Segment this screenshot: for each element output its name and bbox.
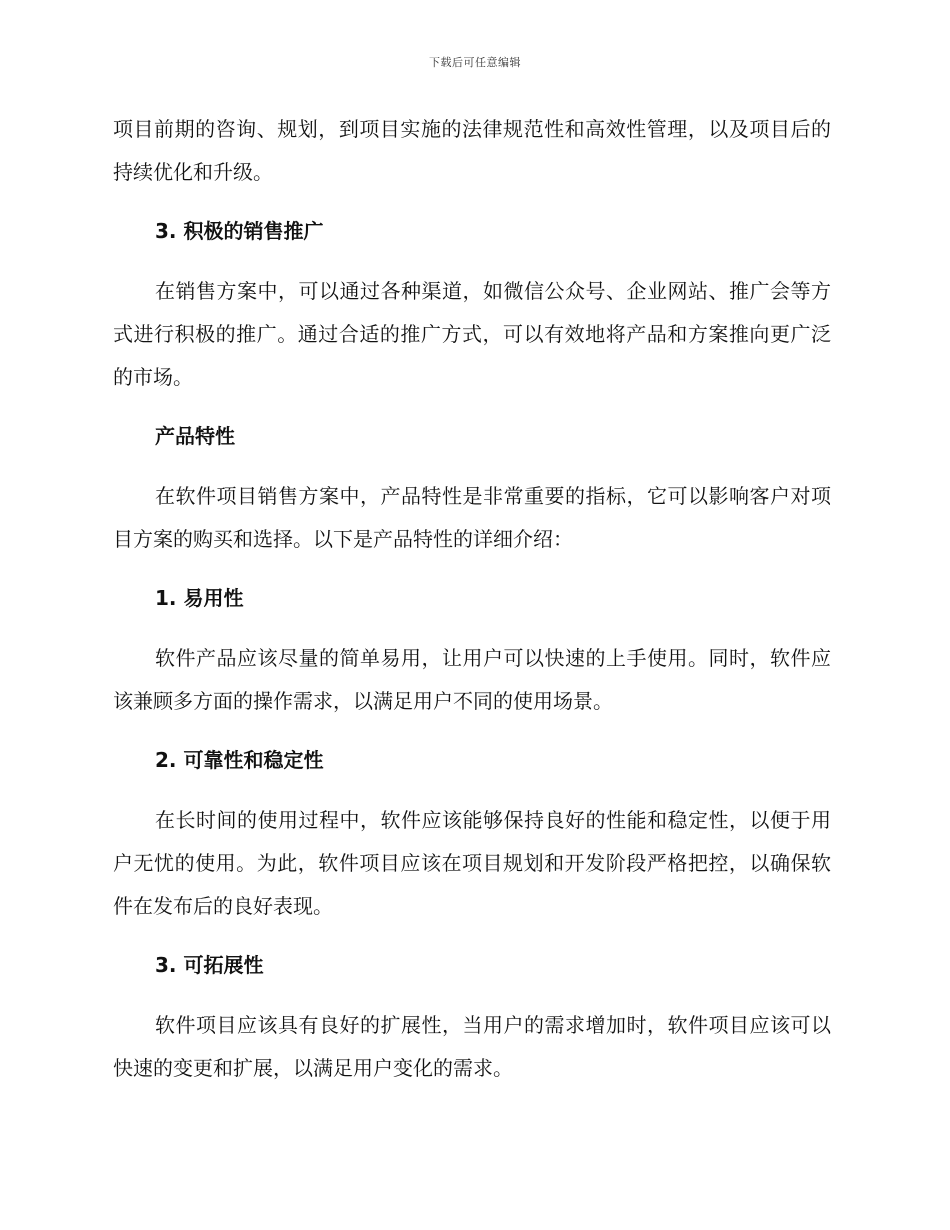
heading-ease-of-use: 1. 易用性 (155, 586, 244, 610)
paragraph-continuation: 项目前期的咨询、规划，到项目实施的法律规范性和高效性管理，以及项目后的持续优化和升级。 (113, 117, 831, 184)
heading-sales-promotion: 3. 积极的销售推广 (155, 219, 324, 243)
paragraph-extensibility: 软件项目应该具有良好的扩展性，当用户的需求增加时，软件项目应该可以快速的变更和扩展，以满足用户变化的需求。 (113, 1013, 831, 1080)
heading-product-features: 产品特性 (155, 424, 235, 448)
heading-extensibility: 3. 可拓展性 (155, 953, 264, 977)
paragraph-ease-of-use: 软件产品应该尽量的简单易用，让用户可以快速的上手使用。同时，软件应该兼顾多方面的操作需求，以满足用户不同的使用场景。 (113, 646, 831, 713)
paragraph-product-features: 在软件项目销售方案中，产品特性是非常重要的指标，它可以影响客户对项目方案的购买和选择。以下是产品特性的详细介绍： (113, 484, 831, 551)
heading-reliability: 2. 可靠性和稳定性 (155, 748, 324, 772)
paragraph-reliability: 在长时间的使用过程中，软件应该能够保持良好的性能和稳定性，以便于用户无忧的使用。为此，软件项目应该在项目规划和开发阶段严格把控，以确保软件在发布后的良好表现。 (113, 808, 831, 918)
paragraph-sales-promotion: 在销售方案中，可以通过各种渠道，如微信公众号、企业网站、推广会等方式进行积极的推广。通过合适的推广方式，可以有效地将产品和方案推向更广泛的市场。 (113, 279, 831, 389)
header-note: 下载后可任意编辑 (429, 56, 521, 69)
document-body (113, 108, 831, 1090)
